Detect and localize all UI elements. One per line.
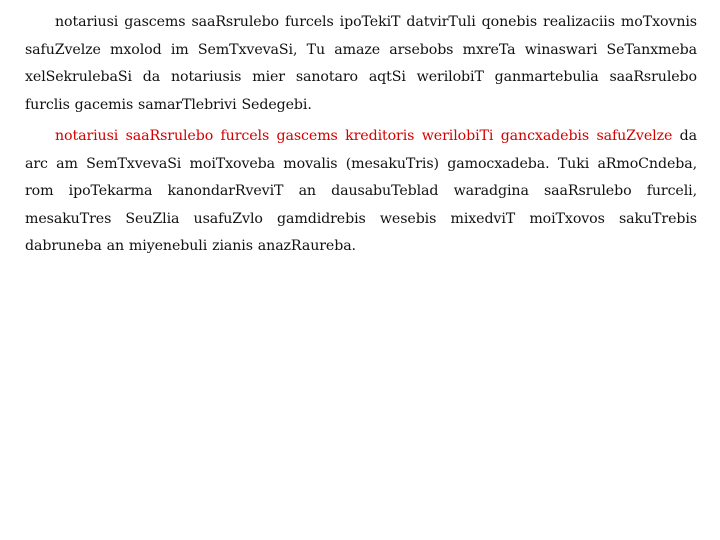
paragraph-1-text: notariusi gascems saaRsrulebo furcels ipoTekiT datvirTuli qonebis realizaciis moTxovnis safuZvelze mxolod im SemTxvevaSi, Tu amaze arsebobs mxreTa winaswari SeTanxmeba xelSekrulebaSi da notariusis mier sanotaro aqtSi werilobiT ganmartebulia saaRsrulebo furclis gacemis samarTlebrivi Sedegebi. xyxy=(25,14,697,113)
paragraph-2 xyxy=(25,123,697,261)
document-body xyxy=(25,9,697,261)
paragraph-2-text: da arc am SemTxvevaSi moiTxoveba movalis (mesakuTris) gamocxadeba. Tuki aRmoCndeba, rom ipoTekarma kanondarRveviT an dausabuTeblad waradgina saaRsrulebo furceli, mesakuTres SeuZlia usafuZvlo gamdidrebis wesebis mixedviT moiTxovos sakuTrebis dabruneba an miyenebuli zianis anazRaureba. xyxy=(25,128,697,254)
paragraph-2-highlight: notariusi saaRsrulebo furcels gascems kreditoris werilobiTi gancxadebis safuZvelze xyxy=(55,128,673,144)
paragraph-1 xyxy=(25,9,697,119)
